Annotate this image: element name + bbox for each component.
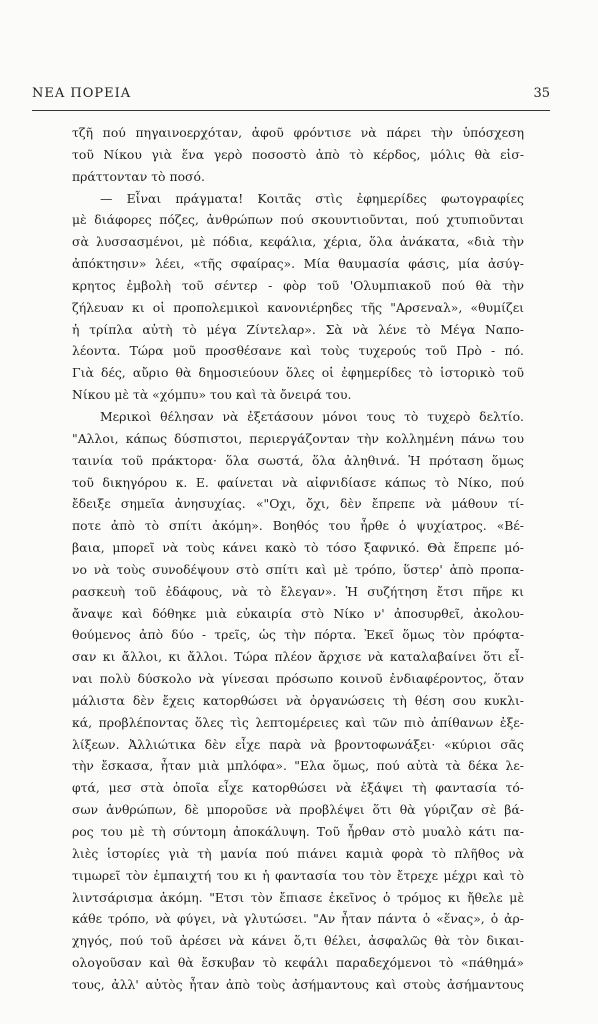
journal-title: ΝΕΑ ΠΟΡΕΙΑ [32, 86, 132, 101]
text-line: ἀπόκτησιν» λέει, «τῆς σφαίρας». Μία θαυμασία φάσις, μία ἀσύγ- [72, 256, 524, 272]
text-line: θούμενος ἀπὸ δύο - τρεῖς, ὡς τὴν πόρτα. Ἐκεῖ ὅμως τὸν πρόφτα- [72, 627, 524, 643]
text-line: πράττονταν τὸ ποσό. [72, 168, 205, 184]
text-line: τζῆ πού πηγαινοερχόταν, ἀφοῦ φρόντισε νὰ πάρει τὴν ὑπόσχεση [72, 125, 524, 140]
text-line: Νίκου μὲ τὰ «χόμπυ» του καὶ τὰ ὄνειρά του. [72, 387, 352, 403]
text-line: σων ἀνθρώπων, δὲ μποροῦσε νὰ προβλέψει ὅτι θὰ γύριζαν σὲ βά- [72, 802, 524, 818]
text-line: ταινία τοῦ πράκτορα· ὅλα σωστά, ὅλα ἀληθινά. Ἡ πρόταση ὅμως [72, 452, 524, 468]
text-line: ναι πολὺ δύσκολο νὰ γίνεσαι πρόσωπο κοινοῦ ἐνδιαφέροντος, ὅταν [72, 671, 524, 687]
text-line: φτά, μεσ στὰ ὁποῖα εἶχε κατορθώσει νὰ ἐξάψει τὴ φαντασία τό- [72, 780, 524, 796]
text-line: "Αλλοι, κάπως δύσπιστοι, περιεργάζονταν τὴν κολλημένη πάνω του [72, 430, 524, 446]
text-line: λέοντα. Τώρα μοῦ προσθέσανε καὶ τοὺς τυχερούς τοῦ Πρὸ - πό. [72, 343, 524, 359]
text-line: σὰ λυσσασμένοι, μὲ πόδια, κεφάλια, χέρια, ὅλα ἀνάκατα, «διὰ τὴν [72, 234, 524, 250]
text-line: Γιὰ δές, αὔριο θὰ δημοσιεύουν ὅλες οἱ ἐφημερίδες τὸ ἱστορικὸ τοῦ [72, 365, 524, 381]
text-line: ολογοῦσαν καὶ θὰ ἔσκυβαν τὸ κεφάλι παραδεχόμενοι τὸ «πάθημά» [72, 955, 524, 971]
text-line: σαν κι ἄλλοι, κι ἄλλοι. Τώρα πλέον ἄρχισε νὰ καταλαβαίνει ὅτι εἶ- [72, 649, 524, 665]
text-line: ἡ τρίπλα αὐτὴ τὸ μέγα Ζίντελαρ». Σὰ νὰ λένε τὸ Μέγα Ναπο- [72, 321, 524, 337]
text-line: τιμωρεῖ τὸν ἐμπαιχτή του κι ἡ φαντασία του τὸν ἔτρεχε μέχρι καὶ τὸ [72, 867, 524, 883]
text-line: Μερικοὶ θέλησαν νὰ ἐξετάσουν μόνοι τους τὸ τυχερὸ δελτίο. [100, 408, 524, 424]
body-text [72, 122, 524, 996]
header-rule [32, 110, 550, 111]
text-line: — Εἶναι πράγματα! Κοιτᾶς στὶς ἐφημερίδες φωτογραφίες [100, 190, 524, 206]
text-line: τοῦ Νίκου γιὰ ἕνα γερὸ ποσοστὸ ἀπὸ τὸ κέρδος, μόλις θὰ εἰσ- [72, 146, 524, 162]
text-line: λιντσάρισμα ἀκόμη. "Ετσι τὸν ἔπιασε ἐκεῖνος ὁ τρόμος κι ἤθελε μὲ [72, 889, 524, 905]
text-line: τὴν ἔσκασα, ἦταν μιὰ μπλόφα». "Ελα ὅμως, πού αὐτὰ τὰ δέκα λε- [72, 758, 524, 774]
text-line: κρητος ἐμβολὴ τοῦ σέντερ - φὸρ τοῦ 'Ολυμπιακοῦ πού θὰ τὴν [72, 277, 524, 293]
text-line: ρος του μὲ τὴ σύντομη ἀποκάλυψη. Τοῦ ἦρθαν στὸ μυαλὸ κάτι πα- [72, 824, 524, 839]
running-header [32, 86, 550, 108]
text-line: βαια, μπορεῖ νὰ τοὺς κάνει κακὸ τὸ τόσο ξαφνικό. Θὰ ἔπρεπε μό- [72, 540, 524, 556]
text-line: ρασκευὴ τοῦ ἐδάφους, νὰ τὸ ἔλεγαν». Ἡ συζήτηση ἔτσι πῆρε κι [72, 583, 524, 599]
text-line: λίξεων. Ἀλλιώτικα δὲν εἶχε παρὰ νὰ βροντοφωνάξει· «κύριοι σᾶς [72, 736, 524, 752]
page-number: 35 [533, 86, 550, 101]
text-line: ἄναψε καὶ δόθηκε μιὰ εὐκαιρία στὸ Νίκο ν' ἀποσυρθεῖ, ἀκολου- [72, 605, 524, 621]
text-line: κάθε τρόπο, νὰ φύγει, νὰ γλυτώσει. "Αν ἦταν πάντα ὁ «ἕνας», ὁ ἀρ- [72, 911, 524, 927]
text-line: τοῦ δικηγόρου κ. Ε. φαίνεται νὰ αἰφνιδίασε κάπως τὸ Νίκο, πού [72, 474, 524, 490]
text-line: ἔδειξε σημεῖα ἀνησυχίας. «"Οχι, ὄχι, δὲν ἔπρεπε νὰ μάθουν τί- [72, 496, 524, 512]
text-line: κά, προβλέποντας ὅλες τὶς λεπτομέρειες καὶ τῶν πιὸ ἀπίθανων ἐξε- [72, 714, 524, 730]
text-line: τους, ἀλλ' αὐτὸς ἦταν ἀπὸ τοὺς ἀσήμαντους καὶ στοὺς ἀσήμαντους [72, 976, 524, 992]
text-line: ζήλευαν κι οἱ προπολεμικοὶ κανονιέρηδες τῆς "Αρσεναλ», «θυμίζει [72, 299, 524, 315]
text-line: ποτε ἀπὸ τὸ σπίτι ἀκόμη». Βοηθός του ἦρθε ὁ ψυχίατρος. «Βέ- [72, 518, 524, 534]
text-line: νο νὰ τοὺς συνοδέψουν στὸ σπίτι καὶ μὲ τρόπο, ὕστερ' ἀπὸ προπα- [72, 561, 524, 577]
text-line: μὲ διάφορες πόζες, ἀνθρώπων πού σκουντιοῦνται, πού χτυπιοῦνται [72, 212, 524, 228]
text-line: χηγός, πού τοῦ ἀρέσει νὰ κάνει ὅ,τι θέλει, ἀσφαλῶς θὰ τὸν δικαι- [72, 933, 524, 949]
text-line: λιὲς ἱστορίες γιὰ τὴ μανία πού πιάνει καμιὰ φορὰ τὸ πλῆθος νὰ [72, 845, 524, 861]
text-line: μάλιστα δὲν ἔχεις κατορθώσει νὰ ὀργανώσεις τὴ θέση σου κυκλι- [72, 692, 524, 708]
